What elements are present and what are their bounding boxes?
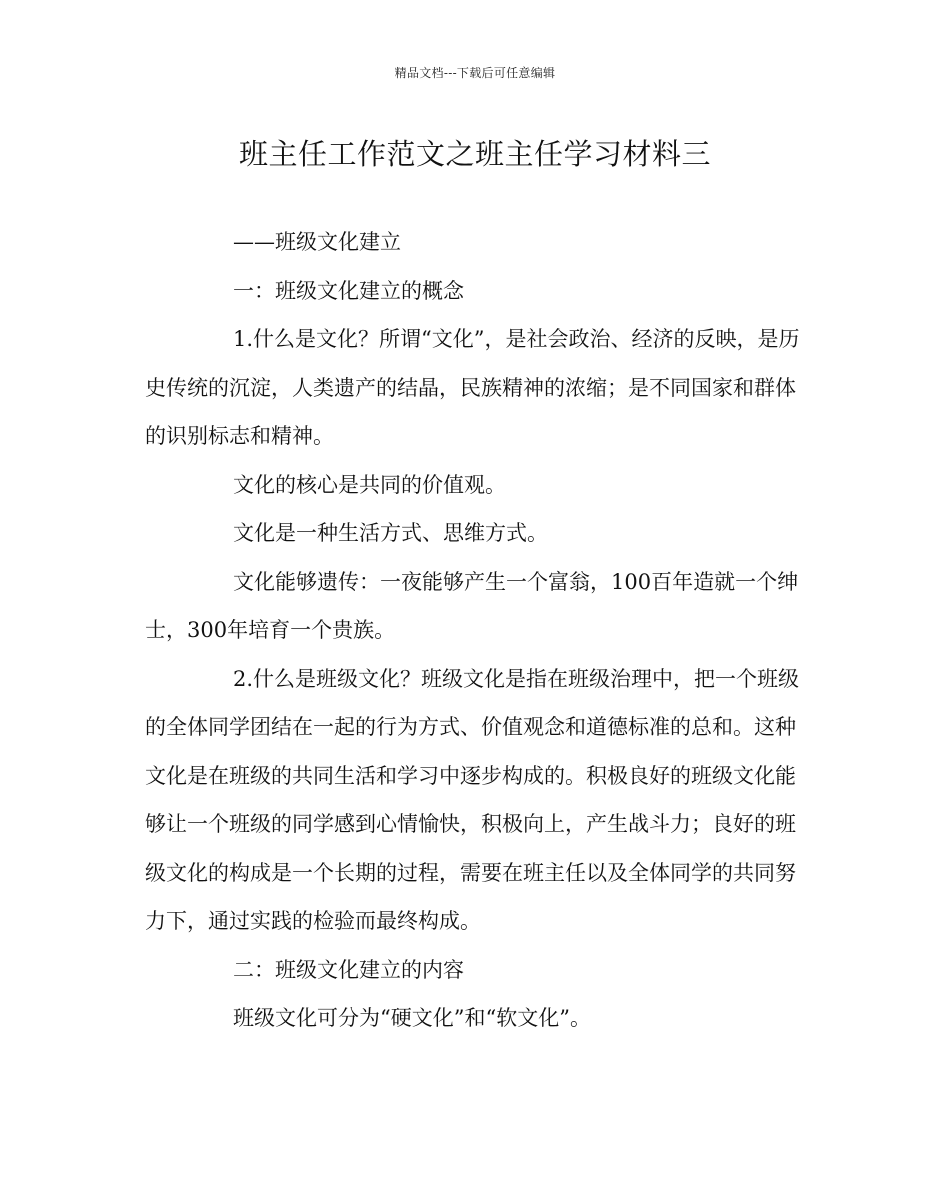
paragraph-what-is-culture: 1.什么是文化？所谓“文化”，是社会政治、经济的反映，是历史传统的沉淀，人类遗产的结晶，民族精神的浓缩；是不同国家和群体的识别标志和精神。	[145, 327, 800, 448]
paragraph-section-heading-1: 一：班级文化建立的概念	[233, 278, 464, 303]
paragraph-what-is-class-culture: 2.什么是班级文化？班级文化是指在班级治理中，把一个班级的全体同学团结在一起的行为方式、价值观念和道德标准的总和。这种文化是在班级的共同生活和学习中逐步构成的。积极良好的班级文化能够让一个班级的同学感到心情愉快，积极向上，产生战斗力；良好的班级文化的构成是一个长期的过程，需要在班主任以及全体同学的共同努力下，通过实践的检验而最终构成。	[145, 666, 800, 933]
page-header: 精品文档---下载后可任意编辑	[394, 66, 556, 80]
paragraph-culture-inheritance: 文化能够遗传：一夜能够产生一个富翁，100百年造就一个绅士，300年培育一个贵族。	[145, 569, 799, 642]
paragraph-culture-core: 文化的核心是共同的价值观。	[233, 472, 506, 497]
document-title: 班主任工作范文之班主任学习材料三	[238, 137, 711, 171]
paragraph-culture-lifestyle: 文化是一种生活方式、思维方式。	[233, 521, 548, 545]
paragraph-hard-soft-culture: 班级文化可分为“硬文化”和“软文化”。	[233, 1006, 591, 1030]
paragraph-subtitle: ——班级文化建立	[233, 230, 401, 254]
document-body	[145, 218, 805, 1043]
paragraph-section-heading-2: 二：班级文化建立的内容	[233, 957, 464, 982]
